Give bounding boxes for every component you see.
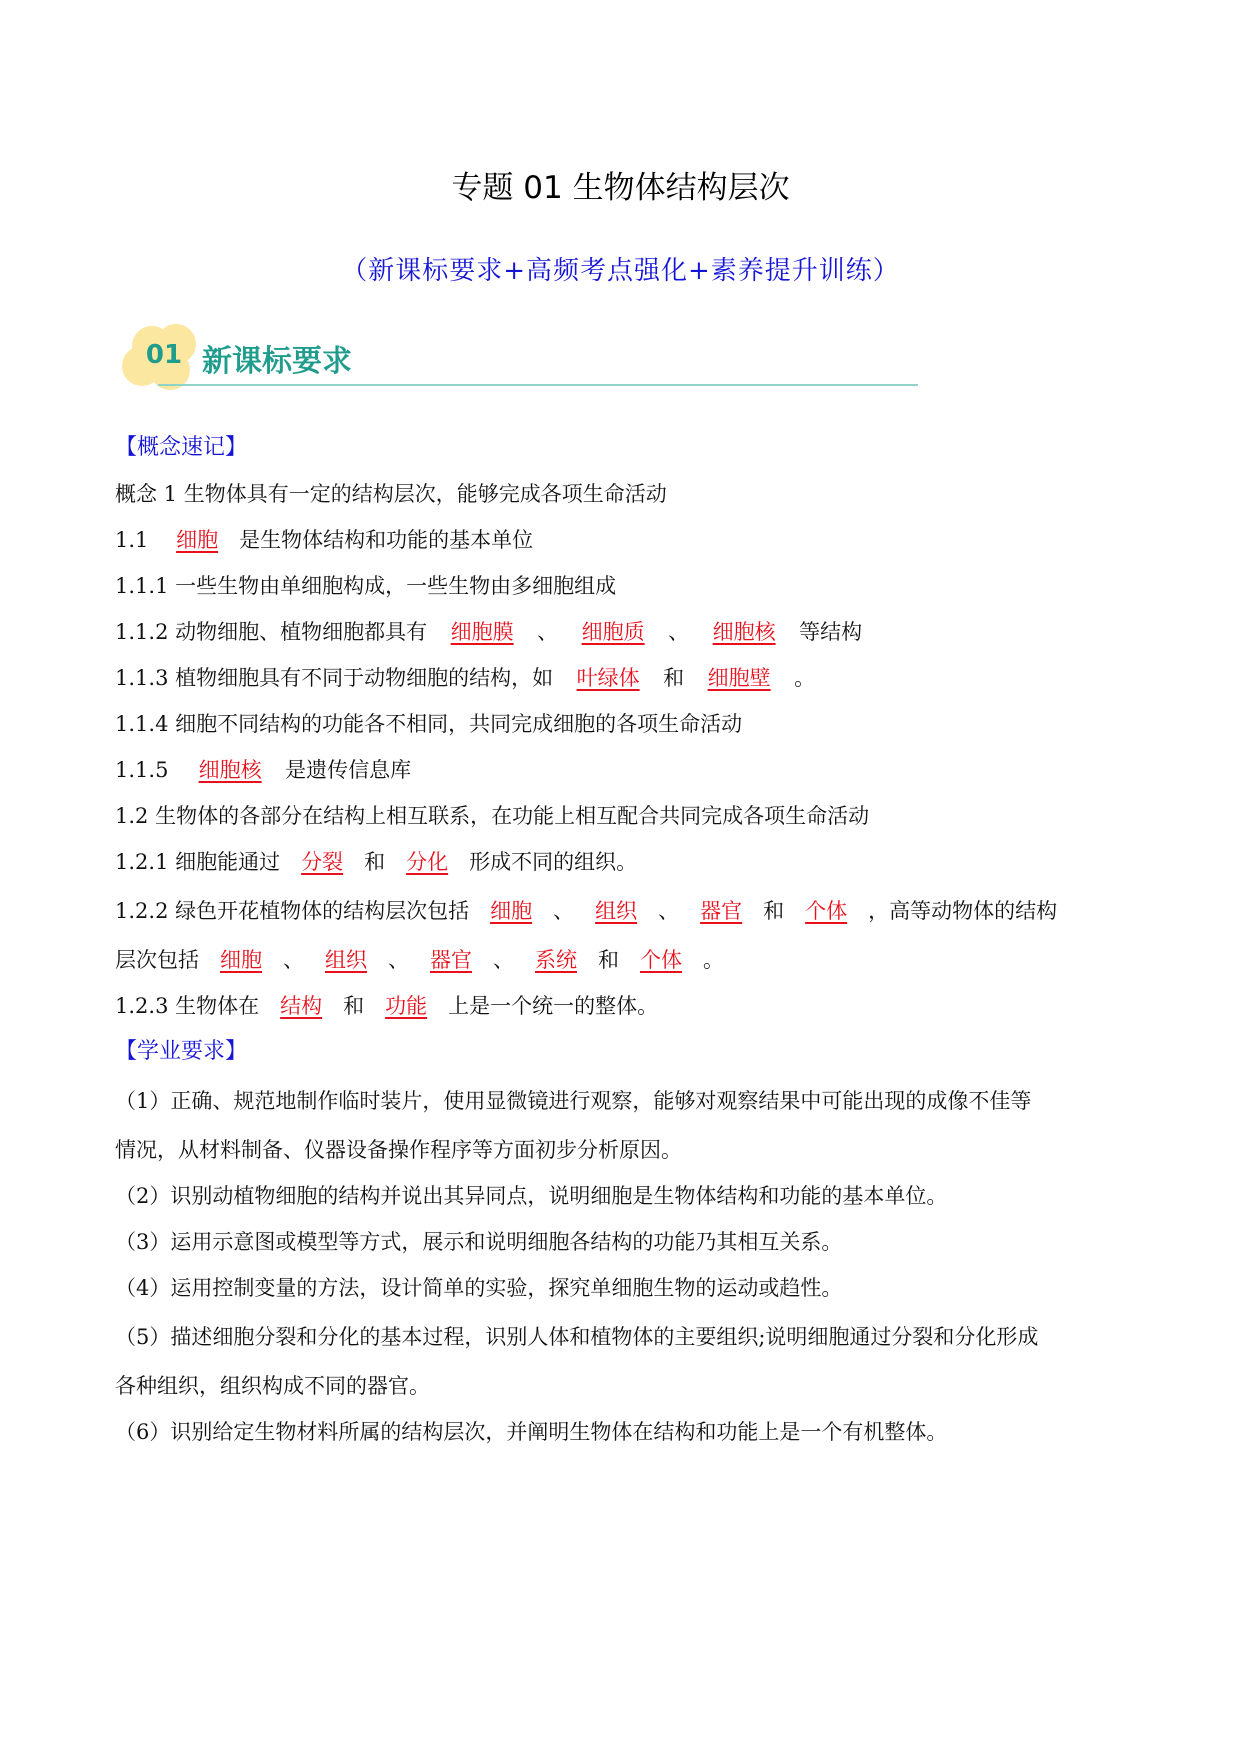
concepts-heading: 【概念速记】 <box>115 435 248 460</box>
text: 、 <box>493 948 514 972</box>
concept-line-1-1-1: 1.1.1 一些生物由单细胞构成，一些生物由多细胞组成 <box>115 574 617 598</box>
fill-blank: 细胞 <box>220 948 262 972</box>
requirement-1: （1）正确、规范地制作临时装片，使用显微镜进行观察，能够对观察结果中可能出现的成像不佳等 <box>115 1089 1032 1113</box>
fill-blank: 细胞核 <box>712 620 776 644</box>
fill-blank: 器官 <box>430 948 472 972</box>
fill-blank: 细胞 <box>490 899 533 923</box>
requirement-5-cont: 各种组织，组织构成不同的器官。 <box>115 1374 430 1398</box>
text: 、 <box>553 899 575 923</box>
text: 。 <box>794 666 816 690</box>
text: 层次包括 <box>115 948 199 972</box>
fill-blank: 组织 <box>325 948 367 972</box>
text: ，高等动物体的结构 <box>868 899 1058 923</box>
text: 1.1.3 植物细胞具有不同于动物细胞的结构，如 <box>115 666 554 690</box>
concept-line-1-1-3 <box>115 655 1135 701</box>
requirements-heading: 【学业要求】 <box>115 1039 248 1064</box>
fill-blank: 细胞膜 <box>450 620 514 644</box>
text: 、 <box>537 620 559 644</box>
text: 。 <box>703 948 724 972</box>
fill-blank: 功能 <box>385 994 428 1018</box>
fill-blank: 细胞质 <box>581 620 645 644</box>
fill-blank: 个体 <box>640 948 682 972</box>
text: 、 <box>668 620 690 644</box>
section-number: 01 <box>145 340 183 370</box>
fill-blank: 细胞壁 <box>707 666 771 690</box>
text: 和 <box>763 899 785 923</box>
section-label: 新课标要求 <box>202 344 352 379</box>
text: 1.1 <box>115 528 156 552</box>
text: 等结构 <box>799 620 863 644</box>
text: 上是一个统一的整体。 <box>448 994 659 1018</box>
text: 和 <box>364 850 386 874</box>
concept-line-1-2-1 <box>115 839 1135 885</box>
fill-blank: 分化 <box>406 850 449 874</box>
fill-blank: 个体 <box>805 899 848 923</box>
text: 1.1.5 <box>115 758 176 782</box>
concept-line: 概念 1 生物体具有一定的结构层次，能够完成各项生命活动 <box>115 482 667 506</box>
page-subtitle: （新课标要求+高频考点强化+素养提升训练） <box>341 256 900 286</box>
text: 和 <box>663 666 685 690</box>
fill-blank: 细胞核 <box>198 758 262 782</box>
concept-line-1-2-3 <box>115 983 1135 1029</box>
concept-line-1-2-2 <box>115 885 1135 937</box>
requirement-4: （4）运用控制变量的方法，设计简单的实验，探究单细胞生物的运动或趋性。 <box>115 1276 843 1300</box>
text: 、 <box>283 948 304 972</box>
fill-blank: 组织 <box>595 899 638 923</box>
text: 和 <box>598 948 619 972</box>
concept-line-1-2-2-cont <box>115 937 1135 983</box>
fill-blank: 系统 <box>535 948 577 972</box>
concept-line-1-2: 1.2 生物体的各部分在结构上相互联系，在功能上相互配合共同完成各项生命活动 <box>115 804 870 828</box>
text: 1.2.3 生物体在 <box>115 994 260 1018</box>
section-divider <box>158 384 918 386</box>
concept-line-1-1-2 <box>115 609 1135 655</box>
text: 是遗传信息库 <box>285 758 412 782</box>
fill-blank: 分裂 <box>301 850 344 874</box>
text: 1.2.1 细胞能通过 <box>115 850 281 874</box>
fill-blank: 细胞 <box>176 528 219 552</box>
text: 、 <box>658 899 680 923</box>
requirement-2: （2）识别动植物细胞的结构并说出其异同点，说明细胞是生物体结构和功能的基本单位。 <box>115 1184 948 1208</box>
requirement-3: （3）运用示意图或模型等方式，展示和说明细胞各结构的功能乃其相互关系。 <box>115 1230 843 1254</box>
text: 1.1.2 动物细胞、植物细胞都具有 <box>115 620 428 644</box>
fill-blank: 叶绿体 <box>576 666 640 690</box>
requirement-5: （5）描述细胞分裂和分化的基本过程，识别人体和植物体的主要组织;说明细胞通过分裂和分化形成 <box>115 1325 1039 1349</box>
requirement-6: （6）识别给定生物材料所属的结构层次，并阐明生物体在结构和功能上是一个有机整体。 <box>115 1420 948 1444</box>
text: 1.2.2 绿色开花植物体的结构层次包括 <box>115 899 470 923</box>
fill-blank: 器官 <box>700 899 743 923</box>
page-title: 专题 01 生物体结构层次 <box>451 170 790 206</box>
text: 是生物体结构和功能的基本单位 <box>239 528 534 552</box>
text: 、 <box>388 948 409 972</box>
concept-line-1-1-4: 1.1.4 细胞不同结构的功能各不相同，共同完成细胞的各项生命活动 <box>115 712 743 736</box>
concept-line-1-1 <box>115 517 1135 563</box>
content-body <box>115 425 1135 1455</box>
concept-line-1-1-5 <box>115 747 1135 793</box>
requirement-1-cont: 情况，从材料制备、仪器设备操作程序等方面初步分析原因。 <box>115 1138 682 1162</box>
text: 和 <box>343 994 365 1018</box>
text: 形成不同的组织。 <box>469 850 638 874</box>
section-badge <box>118 322 918 394</box>
fill-blank: 结构 <box>280 994 323 1018</box>
